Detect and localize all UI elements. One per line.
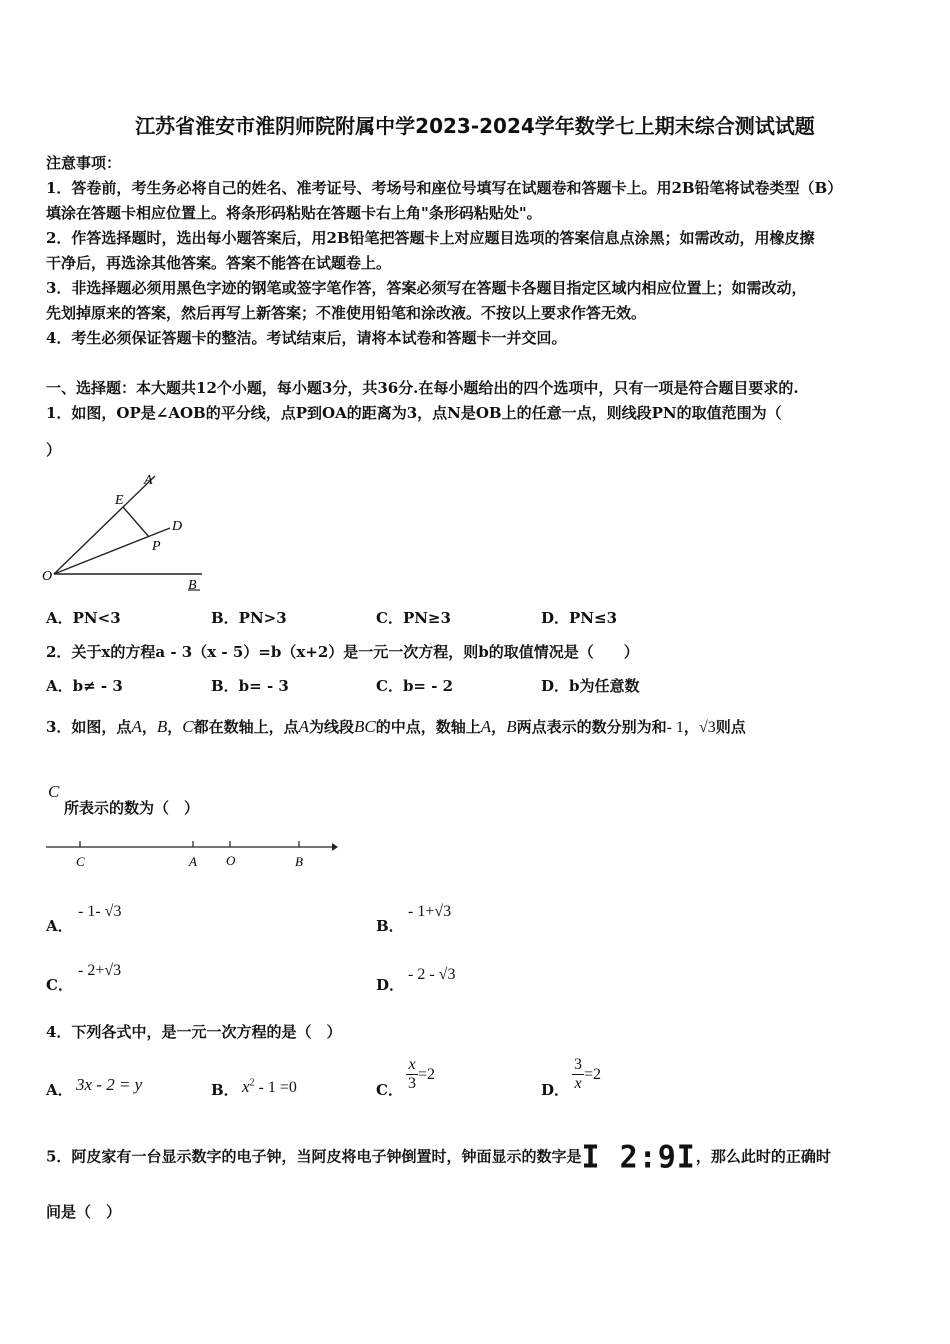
section-heading: 一、选择题：本大题共12个小题，每小题3分，共36分.在每小题给出的四个选项中，只有一项是符合题目要求的. xyxy=(46,379,799,397)
point-c: C xyxy=(48,782,60,801)
q2-option-b: B．b= - 3 xyxy=(211,677,289,695)
q4-option-d: $\frac{3}{x}$ =2 xyxy=(574,1056,602,1092)
q2-option-d: D．b为任意数 xyxy=(541,677,640,695)
notes-line: 2．作答选择题时，选出每小题答案后，用2B铅笔把答题卡上对应题目选项的答案信息点涂黑；如需改动，用橡皮擦 xyxy=(46,229,815,247)
point-a: A xyxy=(298,717,310,736)
point-b: B xyxy=(156,717,168,736)
point-b: B xyxy=(506,717,517,736)
notes-heading: 注意事项： xyxy=(46,154,122,172)
label-B: B xyxy=(188,578,197,593)
q1-option-c: C．PN≥3 xyxy=(376,609,451,627)
q2-stem: 2．关于x的方程a - 3（x - 5）=b（x+2）是一元一次方程，则b的取值情况是（ ） xyxy=(46,643,639,661)
point-a: A xyxy=(480,717,492,736)
q1-option-b: B．PN>3 xyxy=(211,609,287,627)
point-a: A xyxy=(131,717,142,736)
label-E: E xyxy=(115,493,124,508)
value-neg1: - 1 xyxy=(666,719,684,736)
q4-option-a: 3x - 2 = y xyxy=(76,1075,143,1094)
q5-stem: 5．阿皮家有一台显示数字的电子钟，当阿皮将电子钟倒置时，钟面显示的数字是I 2:9I，那么此时的正确时 xyxy=(46,1139,831,1176)
q3-option-a-letter: A． xyxy=(46,917,73,935)
q1-option-d: D．PN≤3 xyxy=(541,609,618,627)
q4-option-d-letter: D． xyxy=(541,1081,570,1099)
notes-line: 4．考生必须保证答题卡的整洁。考试结束后，请将本试卷和答题卡一并交回。 xyxy=(46,329,567,347)
q4-option-c-letter: C． xyxy=(376,1081,403,1099)
q3-stem: 3．如图，点A，B，C都在数轴上，点A为线段BC的中点，数轴上A，B两点表示的数分别为和- 1，√3则点 xyxy=(46,717,746,736)
page-title: 江苏省淮安市淮阴师院附属中学2023-2024学年数学七上期末综合测试试题 xyxy=(135,114,815,138)
q1-option-a: A．PN<3 xyxy=(46,609,121,627)
q2-option-c: C．b= - 2 xyxy=(376,677,454,695)
q3-option-d: - 2 - √3 xyxy=(408,966,456,983)
q4-option-b-letter: B． xyxy=(211,1081,239,1099)
digital-clock-display: I 2:9I xyxy=(581,1139,696,1176)
notes-line: 填涂在答题卡相应位置上。将条形码粘贴在答题卡右上角"条形码粘贴处"。 xyxy=(46,204,542,222)
q4-stem: 4．下列各式中，是一元一次方程的是（ ） xyxy=(46,1023,342,1041)
q3-option-c-letter: C． xyxy=(46,976,73,994)
q3-option-a: - 1- √3 xyxy=(78,903,122,920)
notes-line: 1．答卷前，考生务必将自己的姓名、准考证号、考场号和座位号填写在试题卷和答题卡上。用2B铅笔将试卷类型（B） xyxy=(46,179,843,197)
q3-option-d-letter: D． xyxy=(376,976,405,994)
notes-line: 先划掉原来的答案，然后再写上新答案；不准使用铅笔和涂改液。不按以上要求作答无效。 xyxy=(46,304,647,322)
q1-stem-end: ） xyxy=(46,441,62,459)
axis-label-b: B xyxy=(295,854,303,869)
q4-option-a-letter: A． xyxy=(46,1081,73,1099)
axis-label-c: C xyxy=(76,854,85,869)
point-c: C xyxy=(182,717,194,736)
label-D: D xyxy=(172,519,183,534)
value-sqrt3: √3 xyxy=(698,719,716,736)
notes-line: 干净后，再选涂其他答案。答案不能答在试题卷上。 xyxy=(46,254,392,272)
q3-option-c: - 2+√3 xyxy=(78,962,122,979)
axis-label-o: O xyxy=(226,853,236,868)
q3-number-line xyxy=(40,835,340,875)
segment-bc: BC xyxy=(354,717,376,736)
q1-angle-figure xyxy=(40,462,220,602)
q4-option-b: $x^2 - 1 =0$ xyxy=(242,1077,297,1096)
notes-line: 3．非选择题必须用黑色字迹的钢笔或签字笔作答，答案必须写在答题卡各题目指定区域内相应位置上；如需改动， xyxy=(46,279,807,297)
q1-stem: 1．如图，OP是∠AOB的平分线，点P到OA的距离为3，点N是OB上的任意一点，则线段PN的取值范围为（ xyxy=(46,404,782,422)
axis-label-a: A xyxy=(189,854,197,869)
q2-option-a: A．b≠ - 3 xyxy=(46,677,123,695)
label-O: O xyxy=(42,569,53,584)
q3-option-b-letter: B． xyxy=(376,917,404,935)
q3-stem-end: 所表示的数为（ ） xyxy=(64,799,200,817)
label-P: P xyxy=(152,539,161,554)
q4-option-c: $\frac{x}{3}$ =2 xyxy=(408,1056,436,1092)
label-A: A xyxy=(144,473,153,488)
q5-stem-end: 间是（ ） xyxy=(46,1203,122,1221)
q3-option-b: - 1+√3 xyxy=(408,903,452,920)
